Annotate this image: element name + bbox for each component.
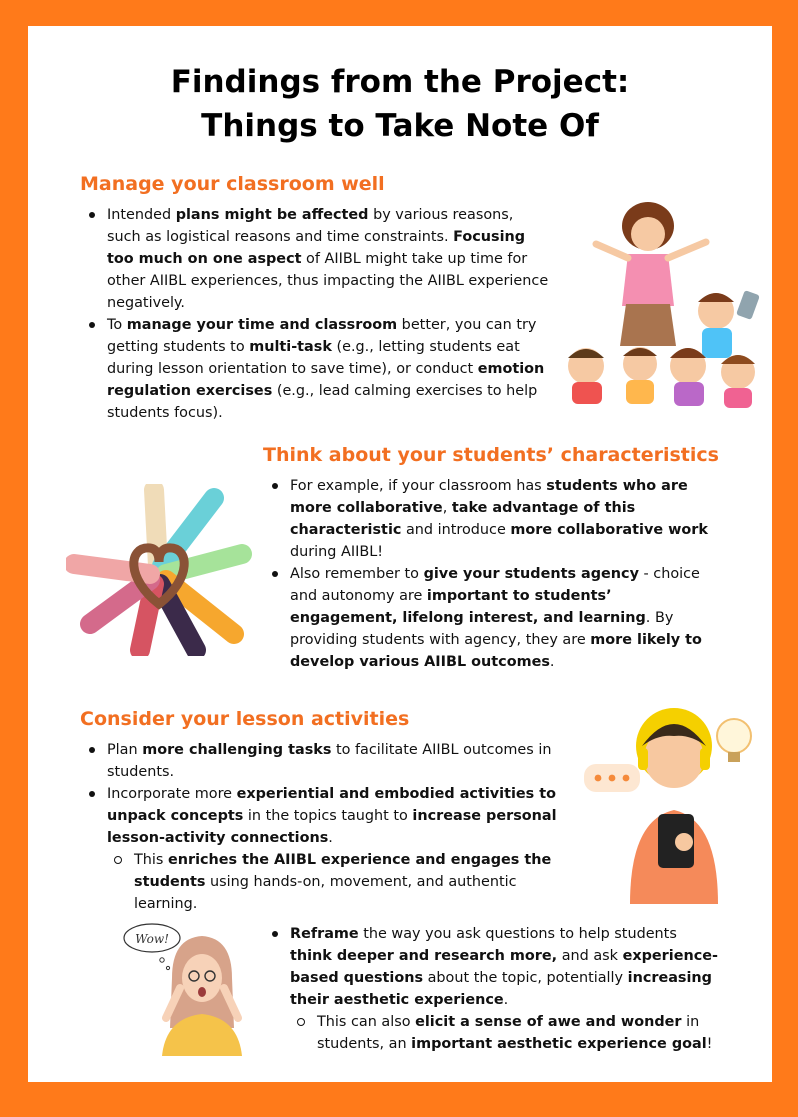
bold-text: manage your time and classroom	[126, 317, 398, 333]
bold-text: experience-based questions	[290, 948, 718, 986]
bullet-item	[263, 475, 718, 563]
teacher-with-children-illustration	[556, 196, 768, 410]
findings-page	[28, 26, 772, 1082]
surprised-girl-illustration	[122, 918, 252, 1056]
bold-text: emotion regulation exercises	[107, 361, 545, 399]
classroom-bullet-list	[80, 204, 550, 424]
bold-text: important to students’ engagement, lifelong interest, and learning	[290, 588, 646, 626]
text-run: ,	[442, 500, 452, 516]
bullet-item	[263, 563, 718, 673]
bold-text: more likely to develop various AIIBL outcomes	[290, 632, 702, 670]
text-run: the way you ask questions to help students	[358, 926, 677, 942]
bold-text: multi-task	[249, 339, 332, 355]
text-run: (e.g., letting students eat during lesson orientation to save time), or conduct	[107, 339, 520, 377]
bold-text: enriches the AIIBL experience and engages the students	[134, 852, 552, 890]
sub-bullet-list	[290, 1011, 723, 1055]
text-run: about the topic, potentially	[423, 970, 628, 986]
bold-text: think deeper and research more,	[290, 948, 558, 964]
page-title	[28, 60, 772, 148]
bold-text: take advantage of this characteristic	[290, 500, 636, 538]
text-run: to facilitate AIIBL outcomes in students.	[107, 742, 552, 780]
page-title-line-2: Things to Take Note Of	[201, 108, 599, 144]
text-run: in students, an	[317, 1014, 700, 1052]
questions-bullet-list	[263, 923, 723, 1055]
text-run: in the topics taught to	[243, 808, 413, 824]
text-run: by various reasons, such as logistical reasons and time constraints.	[107, 207, 514, 245]
text-run: - choice and autonomy are	[290, 566, 700, 604]
section-heading-classroom: Manage your classroom well	[80, 173, 385, 195]
wow-bubble-text: Wow!	[135, 932, 169, 946]
bullet-item	[263, 923, 723, 1055]
text-run: (e.g., lead calming exercises to help students focus).	[107, 383, 538, 421]
text-run: To	[107, 317, 127, 333]
text-run: Plan	[107, 742, 143, 758]
bold-text: increasing their aesthetic experience	[290, 970, 712, 1008]
bold-text: Reframe	[290, 926, 359, 942]
bold-text: plans might be affected	[175, 207, 369, 223]
bullet-item	[80, 314, 550, 424]
text-run: .	[503, 992, 509, 1008]
text-run: This can also	[317, 1014, 416, 1030]
text-run: .	[328, 830, 333, 846]
bold-text: students who are more collaborative	[290, 478, 688, 516]
text-run: Intended	[107, 207, 176, 223]
text-run: !	[706, 1036, 713, 1052]
bold-text: important aesthetic experience goal	[411, 1036, 707, 1052]
bold-text: Focusing too much on one aspect	[107, 229, 526, 267]
text-run: This	[134, 852, 168, 868]
page-title-line-1: Findings from the Project:	[170, 64, 630, 100]
bold-text: more collaborative work	[510, 522, 708, 538]
section-heading-activities: Consider your lesson activities	[80, 708, 410, 730]
bullet-item	[80, 739, 560, 783]
section-heading-students: Think about your students’ characteristics	[263, 444, 719, 466]
sub-bullet-item	[290, 1011, 723, 1055]
activities-bullet-list	[80, 739, 560, 915]
sub-bullet-item	[107, 849, 560, 915]
bold-text: increase personal lesson-activity connections	[107, 808, 557, 846]
bold-text: give your students agency	[423, 566, 639, 582]
text-run: of AIIBL might take up time for other AIIBL experiences, thus impacting the AIIBL experience negatively.	[107, 251, 549, 311]
text-run: during AIIBL!	[290, 544, 383, 560]
bullet-item	[80, 783, 560, 915]
bold-text: more challenging tasks	[142, 742, 332, 758]
text-run: Incorporate more	[107, 786, 237, 802]
text-run: using hands-on, movement, and authentic learning.	[134, 874, 517, 912]
text-run: and introduce	[401, 522, 511, 538]
bullet-item	[80, 204, 550, 314]
text-run: For example, if your classroom has	[290, 478, 547, 494]
text-run: Also remember to	[290, 566, 424, 582]
bold-text: experiential and embodied activities to unpack concepts	[107, 786, 556, 824]
hands-heart-illustration	[66, 484, 252, 656]
text-run: . By providing students with agency, they are	[290, 610, 674, 648]
text-run: and ask	[557, 948, 623, 964]
boy-with-tablet-illustration	[578, 692, 768, 904]
bold-text: elicit a sense of awe and wonder	[415, 1014, 682, 1030]
students-bullet-list	[263, 475, 718, 673]
sub-bullet-list	[107, 849, 560, 915]
text-run: better, you can try getting students to	[107, 317, 537, 355]
text-run: .	[549, 654, 555, 670]
